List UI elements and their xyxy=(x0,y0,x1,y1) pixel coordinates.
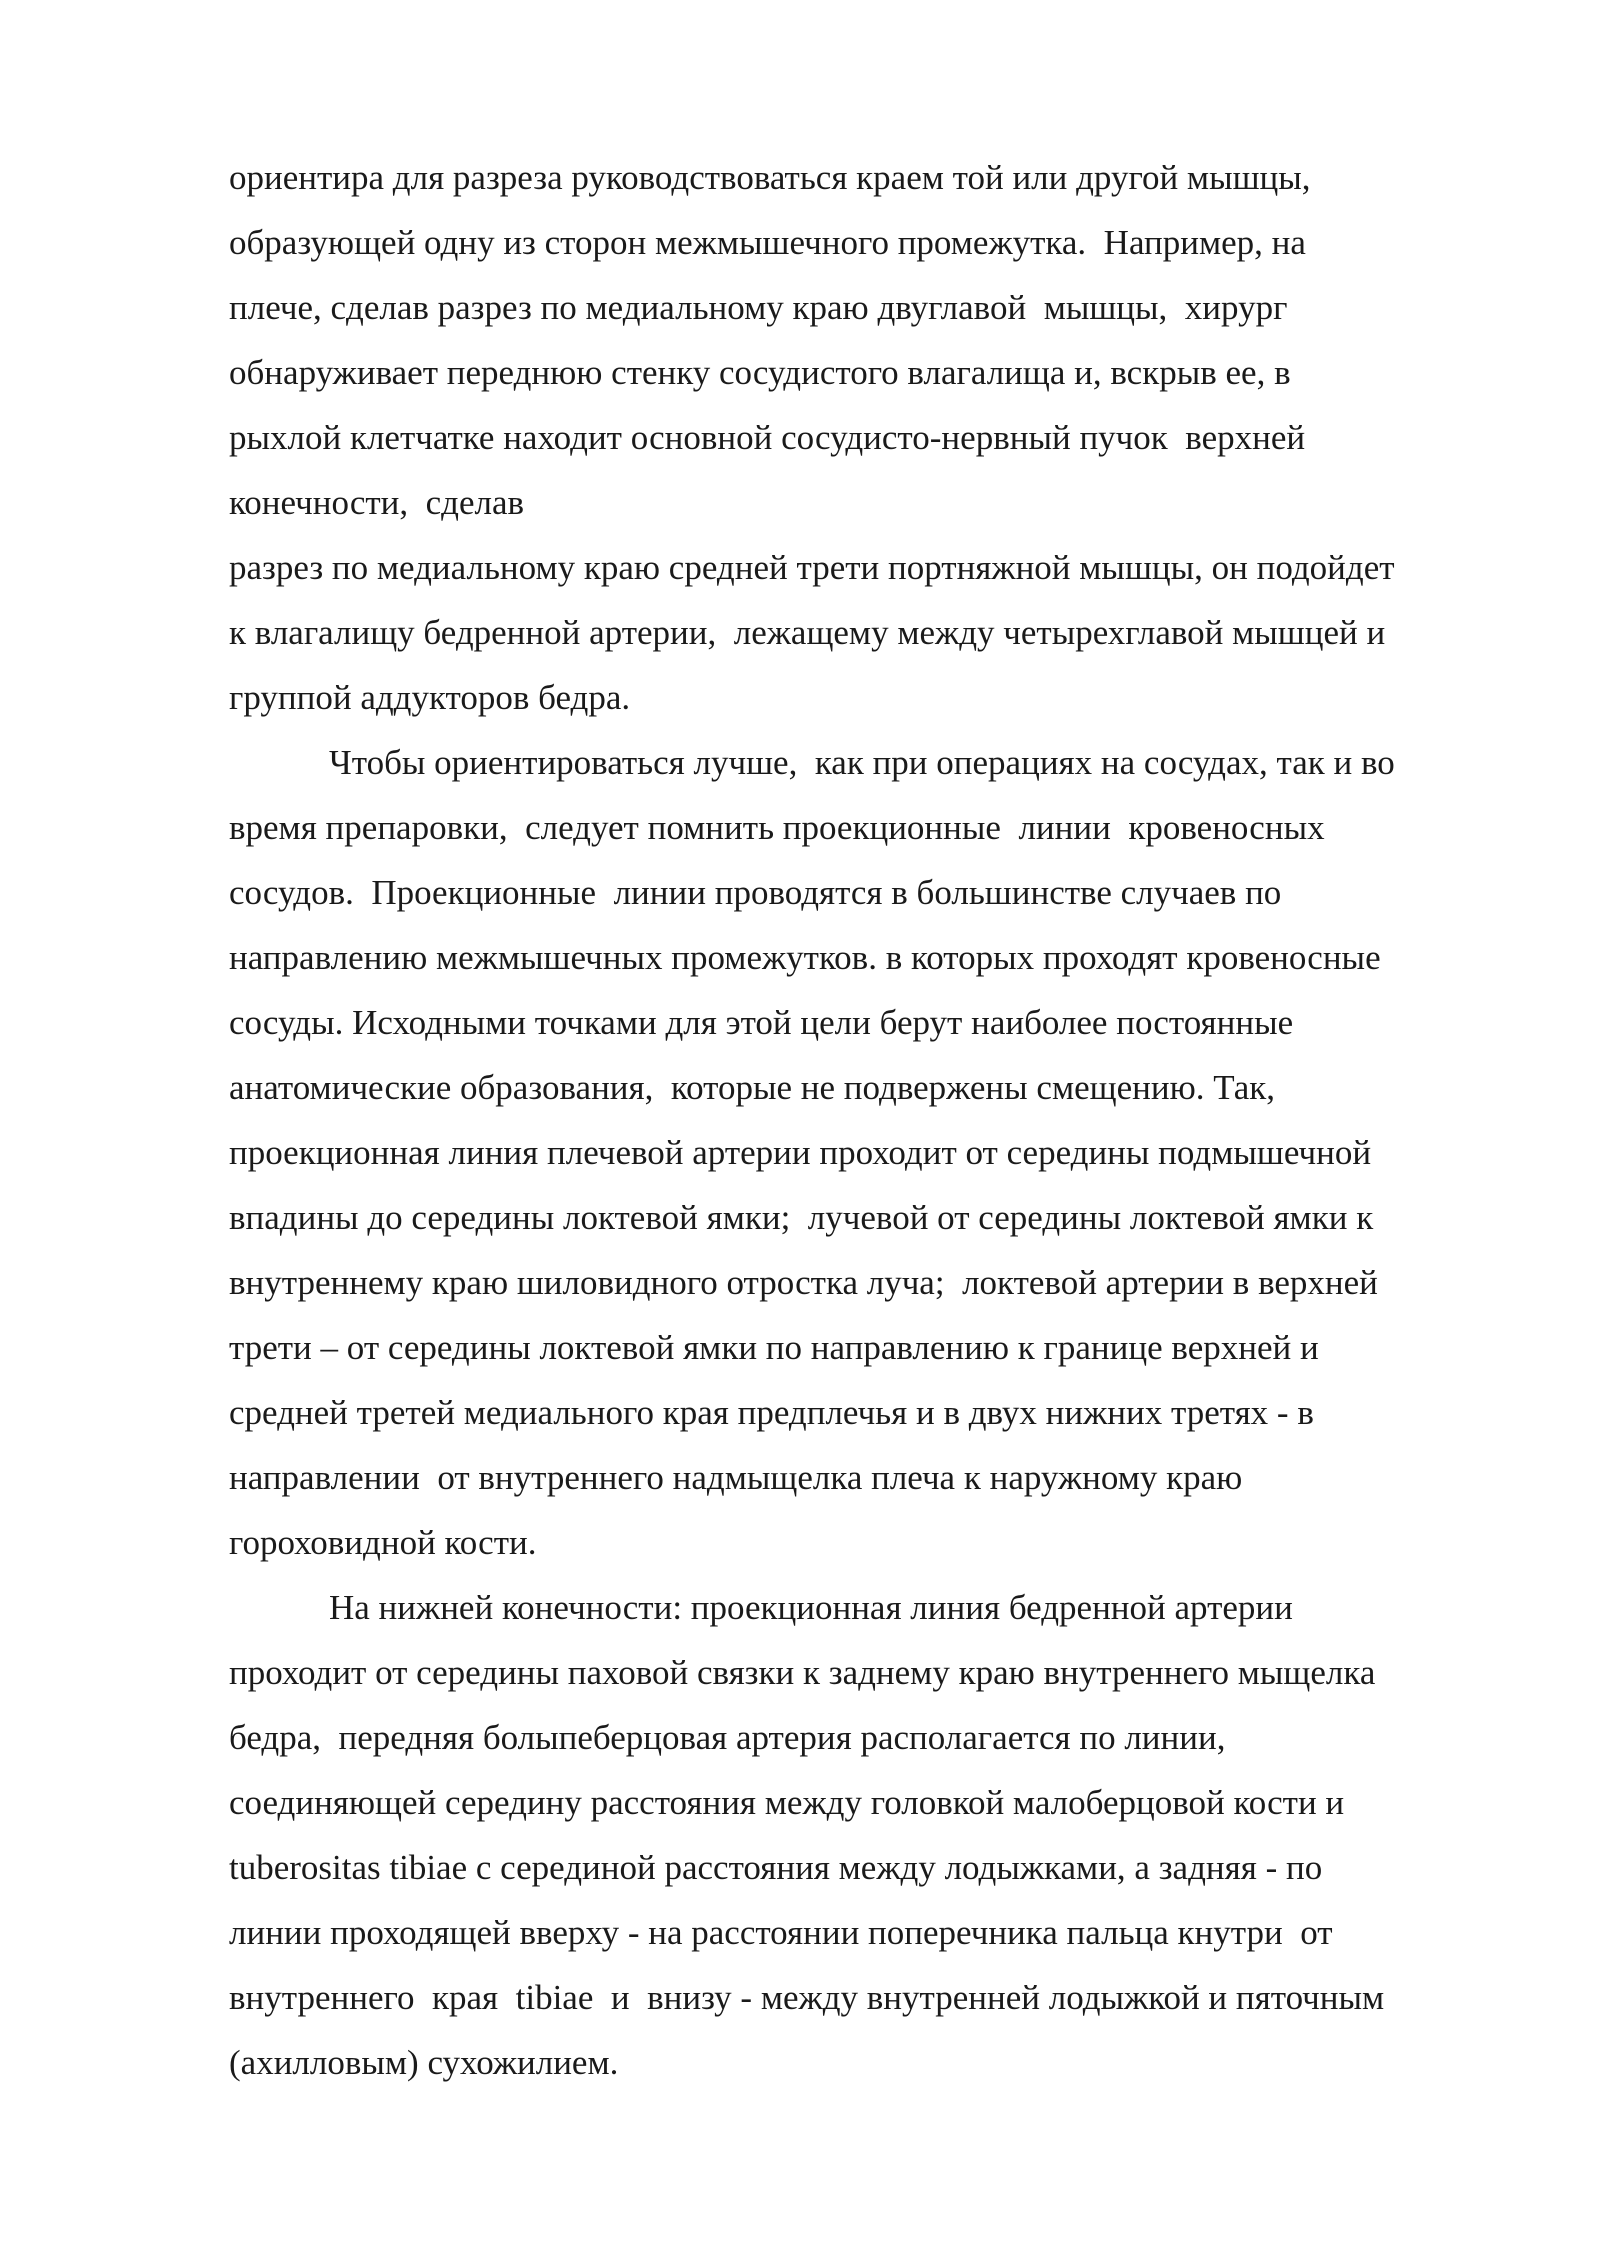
paragraph-2 xyxy=(229,730,1499,1575)
text-line: анатомические образования, которые не подвержены смещению. Так, xyxy=(229,1068,1276,1107)
text-line: гороховидной кости. xyxy=(229,1523,537,1562)
text-line: линии проходящей вверху - на расстоянии поперечника пальца кнутри от xyxy=(229,1913,1333,1952)
paragraph-3 xyxy=(229,1575,1499,2095)
text-line: рыхлой клетчатке находит основной сосудисто-нервный пучок верхней xyxy=(229,418,1306,457)
text-line: впадины до середины локтевой ямки; лучевой от середины локтевой ямки к xyxy=(229,1198,1374,1237)
document-body xyxy=(229,145,1499,2095)
text-line: время препаровки, следует помнить проекционные линии кровеносных xyxy=(229,808,1325,847)
text-line: ориентира для разреза руководствоваться краем той или другой мышцы, xyxy=(229,158,1311,197)
text-line: внутреннего края tibiae и внизу - между внутренней лодыжкой и пяточным xyxy=(229,1978,1385,2017)
text-line: (ахилловым) сухожилием. xyxy=(229,2043,619,2082)
text-line: tuberositas tibiae с серединой расстояния между лодыжками, а задняя - по xyxy=(229,1848,1323,1887)
text-line: проекционная линия плечевой артерии проходит от середины подмышечной xyxy=(229,1133,1372,1172)
text-line: соединяющей середину расстояния между головкой малоберцовой кости и xyxy=(229,1783,1345,1822)
text-line: плече, сделав разрез по медиальному краю двуглавой мышцы, хирург xyxy=(229,288,1288,327)
text-line: проходит от середины паховой связки к заднему краю внутреннего мыщелка xyxy=(229,1653,1376,1692)
text-line-indented: Чтобы ориентироваться лучше, как при операциях на сосудах, так и во xyxy=(329,743,1395,782)
text-line-indented: На нижней конечности: проекционная линия бедренной артерии xyxy=(329,1588,1293,1627)
text-line: бедра, передняя болыпеберцовая артерия располагается по линии, xyxy=(229,1718,1226,1757)
text-line: к влагалищу бедренной артерии, лежащему между четырехглавой мышцей и xyxy=(229,613,1386,652)
text-line: внутреннему краю шиловидного отростка луча; локтевой артерии в верхней xyxy=(229,1263,1378,1302)
text-line: трети – от середины локтевой ямки по направлению к границе верхней и xyxy=(229,1328,1319,1367)
paragraph-1 xyxy=(229,145,1499,730)
text-line: сосудов. Проекционные линии проводятся в большинстве случаев по xyxy=(229,873,1282,912)
text-line: образующей одну из сторон межмышечного промежутка. Например, на xyxy=(229,223,1306,262)
text-line: обнаруживает переднюю стенку сосудистого влагалища и, вскрыв ее, в xyxy=(229,353,1291,392)
text-line: направлению межмышечных промежутков. в которых проходят кровеносные xyxy=(229,938,1381,977)
text-line: сосуды. Исходными точками для этой цели берут наиболее постоянные xyxy=(229,1003,1294,1042)
text-line: разрез по медиальному краю средней трети портняжной мышцы, он подойдет xyxy=(229,548,1395,587)
text-line: средней третей медиального края предплечья и в двух нижних третях - в xyxy=(229,1393,1314,1432)
text-line: конечности, сделав xyxy=(229,483,525,522)
text-line: группой аддукторов бедра. xyxy=(229,678,631,717)
text-line: направлении от внутреннего надмыщелка плеча к наружному краю xyxy=(229,1458,1243,1497)
